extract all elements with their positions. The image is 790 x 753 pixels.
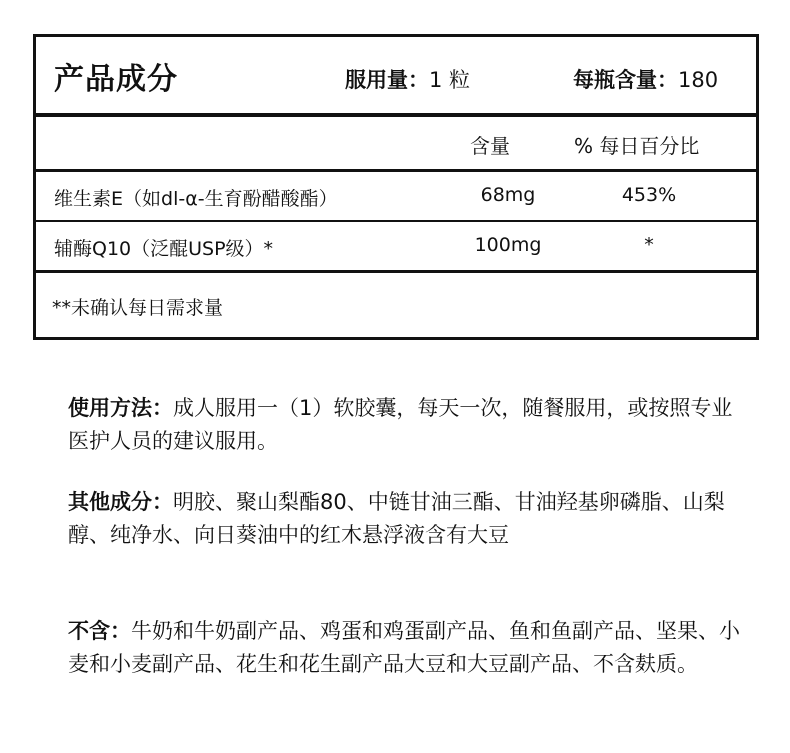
other-ingredients-section xyxy=(68,486,748,552)
servings-per-bottle-label: 每瓶含量： xyxy=(573,68,678,92)
ingredient-name: 辅酶Q10（泛醌USP级）* xyxy=(54,238,274,260)
servings-per-bottle-value: 180 xyxy=(678,68,719,92)
ingredient-amount: 68mg xyxy=(480,184,536,206)
ingredient-row xyxy=(36,172,756,220)
usage-section xyxy=(68,392,748,458)
other-ingredients-text: 明胶、聚山梨酯80、中链甘油三酯、甘油羟基卵磷脂、山梨醇、纯净水、向日葵油中的红木悬浮液含有大豆 xyxy=(68,490,725,547)
usage-text: 成人服用一（1）软胶囊，每天一次，随餐服用，或按照专业医护人员的建议服用。 xyxy=(68,396,733,453)
free-of-section xyxy=(68,615,748,681)
ingredient-daily-value: * xyxy=(644,234,654,256)
servings-per-bottle xyxy=(573,64,718,94)
ingredient-amount: 100mg xyxy=(474,234,542,256)
daily-value-column-header: % 每日百分比 xyxy=(574,134,700,158)
free-of-label: 不含： xyxy=(68,619,131,643)
supplement-facts-panel xyxy=(33,34,759,340)
other-ingredients-label: 其他成分： xyxy=(68,490,173,514)
footnote-text: **未确认每日需求量 xyxy=(52,297,224,319)
column-headers xyxy=(36,117,756,169)
free-of-text: 牛奶和牛奶副产品、鸡蛋和鸡蛋副产品、鱼和鱼副产品、坚果、小麦和小麦副产品、花生和花生副产品大豆和大豆副产品、不含麸质。 xyxy=(68,619,740,676)
facts-header xyxy=(36,37,756,113)
ingredient-daily-value: 453% xyxy=(621,184,677,206)
ingredient-name: 维生素E（如dl-α-生育酚醋酸酯） xyxy=(54,188,338,210)
footnote-row xyxy=(36,273,756,337)
serving-size-value: 1 粒 xyxy=(429,68,471,92)
facts-title: 产品成分 xyxy=(54,62,178,97)
ingredient-row xyxy=(36,222,756,270)
usage-label: 使用方法： xyxy=(68,396,173,420)
amount-column-header: 含量 xyxy=(470,134,510,158)
serving-size xyxy=(345,64,470,94)
serving-size-label: 服用量： xyxy=(345,68,429,92)
